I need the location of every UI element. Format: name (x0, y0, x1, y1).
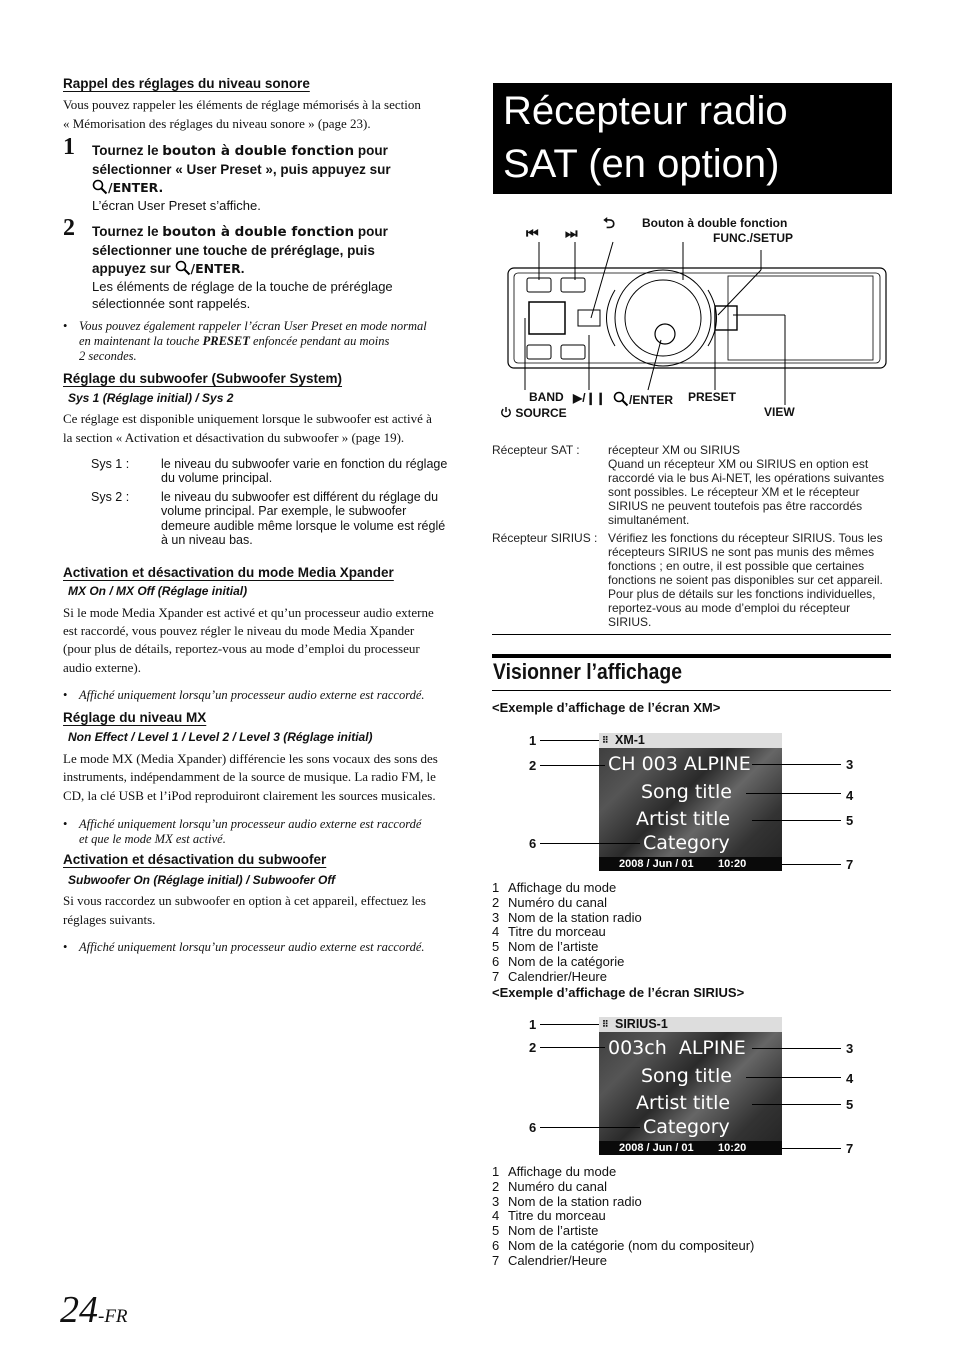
callout-number: 3 (846, 757, 854, 772)
spec-text: Pour plus de détails sur les fonctions individuelles, (608, 587, 876, 601)
song-text: Song title (641, 1065, 732, 1087)
datetime-bar: 2008 / Jun / 01 10:20 (599, 857, 782, 871)
section-title-mx-level: Réglage du niveau MX (63, 710, 207, 725)
callout-number: 6 (529, 1120, 537, 1135)
step-text (92, 259, 245, 278)
label-play-pause: ▶/❙❙ (573, 391, 606, 405)
legend-text: Nom de l’artiste (508, 939, 599, 955)
bullet: • (63, 817, 68, 831)
spec-label: Récepteur SAT : (492, 443, 580, 457)
label-enter (613, 391, 673, 407)
page-number-suffix: -FR (98, 1306, 128, 1327)
return-icon: ⮌ (603, 215, 616, 232)
step-text (92, 222, 388, 242)
label-preset: PRESET (688, 390, 737, 404)
legend-text: Nom de la catégorie (nom du compositeur) (508, 1237, 755, 1253)
section-title-media-xpander: Activation et désactivation du mode Media Xpander (63, 565, 394, 580)
legend-item (492, 1254, 754, 1269)
note-part: en maintenant la touche (79, 334, 203, 348)
spec-text: simultanément. (608, 513, 690, 527)
legend-num: 6 (492, 953, 500, 969)
bullet: • (63, 940, 68, 954)
callout-number: 2 (529, 1040, 537, 1055)
spec-text: SIRIUS. (608, 615, 652, 629)
spec-text: Vérifiez les fonctions du récepteur SIRIUS. Tous les (608, 531, 883, 545)
step-text-part: /ENTER (190, 261, 241, 276)
callout-line (782, 1148, 841, 1149)
channel-text: 003ch ALPINE (608, 1037, 746, 1059)
artist-text: Artist title (636, 808, 731, 830)
label-source (500, 406, 567, 420)
category-text: Category (643, 832, 730, 854)
note-line: 2 secondes. (79, 349, 137, 363)
datetime-bar: 2008 / Jun / 01 10:20 (599, 1141, 782, 1155)
option-label: Sys 1 : (91, 457, 130, 471)
note (63, 319, 463, 364)
power-icon (500, 406, 512, 418)
spec-text: récepteur XM ou SIRIUS (608, 443, 741, 457)
legend-text: Nom de l’artiste (508, 1223, 599, 1239)
step-text-part: pour (354, 143, 388, 158)
option-desc: du volume principal. (161, 471, 273, 485)
bullet: • (63, 688, 68, 702)
callout-number: 6 (529, 836, 537, 851)
callout-number: 3 (846, 1041, 854, 1056)
legend-item (492, 1224, 754, 1239)
callout-number: 5 (846, 813, 854, 828)
note-line: Affiché uniquement lorsqu’un processeur audio externe est raccordé. (79, 940, 425, 954)
legend-item (492, 1165, 754, 1180)
channel-text: CH 003 ALPINE (608, 753, 751, 775)
legend-text: Nom de la station radio (508, 1193, 642, 1209)
option-desc: le niveau du subwoofer est différent du réglage du (161, 490, 439, 504)
skip-forward-icon: ⏭ (565, 225, 578, 241)
spec-text: fonctions ; en outre, il est possible que certaines (608, 559, 865, 573)
spec-text: SIRIUS ne peuvent toutefois pas être raccordés (608, 499, 863, 513)
front-panel-diagram (493, 210, 893, 425)
mode-bar (599, 1017, 782, 1032)
callout-line (752, 764, 841, 765)
legend-num: 4 (492, 1208, 500, 1224)
note-line: Affiché uniquement lorsqu’un processeur audio externe est raccordé. (79, 688, 425, 702)
callout-number: 7 (846, 857, 854, 872)
step-text-emph: bouton à double fonction (162, 143, 355, 159)
callout-number: 4 (846, 788, 854, 803)
callout-line (540, 740, 599, 741)
note-line: et que le mode MX est activé. (79, 832, 226, 846)
legend-num: 1 (492, 880, 500, 895)
mode-bar (599, 733, 782, 748)
spec-text: Quand un récepteur XM ou SIRIUS en option est (608, 457, 869, 471)
legend-text: Affichage du mode (508, 1164, 617, 1179)
chapter-title-line: Récepteur radio (503, 89, 788, 133)
callout-line (746, 793, 841, 794)
step-text-part: Tournez le (92, 224, 163, 239)
legend-item (492, 1195, 754, 1210)
paragraph: instruments, indépendamment de la source de musique. La radio FM, le (63, 769, 436, 784)
callout-number: 4 (846, 1071, 854, 1086)
legend-item (492, 1180, 754, 1195)
xm-display-screen (599, 733, 782, 871)
legend-item (492, 940, 642, 955)
search-icon (92, 179, 108, 195)
callout-line (540, 843, 640, 844)
option-desc: volume principal. Par exemple, le subwoofer (161, 504, 407, 518)
paragraph: la section « Activation et désactivation du subwoofer » (page 19). (63, 430, 405, 445)
sirius-display-screen (599, 1017, 782, 1155)
legend-num: 2 (492, 1178, 500, 1194)
legend-text: Titre du morceau (508, 924, 606, 940)
example-heading-xm: <Exemple d’affichage de l’écran XM> (492, 700, 721, 715)
legend-item (492, 896, 642, 911)
divider (492, 690, 891, 691)
legend-item (492, 970, 642, 985)
legend-text: Calendrier/Heure (508, 968, 607, 984)
note-emph: PRESET (202, 334, 250, 348)
mode-text: XM-1 (615, 733, 645, 747)
signal-icon: ⠿ (602, 1019, 609, 1029)
setting-options: Sys 1 (Réglage initial) / Sys 2 (68, 391, 234, 405)
legend-num: 5 (492, 939, 500, 955)
callout-number: 5 (846, 1097, 854, 1112)
spec-text: sont possibles. Le récepteur XM et le récepteur (608, 485, 860, 499)
legend-num: 2 (492, 894, 500, 910)
search-icon (613, 391, 629, 407)
step-number: 2 (63, 215, 75, 241)
legend-item (492, 881, 642, 896)
callout-line (752, 820, 841, 821)
category-text: Category (643, 1116, 730, 1138)
step-text-part: appuyez sur (92, 261, 175, 276)
divider (492, 634, 891, 635)
spec-text: reportez-vous au mode d’emploi du récepteur (608, 601, 851, 615)
legend-text: Affichage du mode (508, 880, 617, 895)
paragraph: CD, la clé USB et l’iPod reproduiront clairement les sources musicales. (63, 788, 436, 803)
paragraph: Vous pouvez rappeler les éléments de réglage mémorisés à la section (63, 97, 421, 112)
note-line (79, 334, 463, 349)
step-text-emph: bouton à double fonction (162, 224, 355, 240)
note (63, 940, 425, 955)
signal-icon: ⠿ (602, 735, 609, 745)
setting-options: MX On / MX Off (Réglage initial) (68, 584, 248, 598)
legend-num: 1 (492, 1164, 500, 1179)
section-heading-display: Visionner l’affichage (493, 659, 683, 684)
paragraph: réglages suivants. (63, 912, 156, 927)
legend-num: 5 (492, 1223, 500, 1239)
option-desc: à un niveau bas. (161, 533, 253, 547)
legend-num: 7 (492, 968, 500, 984)
callout-line (752, 1104, 841, 1105)
legend-text: Titre du morceau (508, 1208, 606, 1224)
legend-num: 3 (492, 909, 500, 925)
step-text-part: Tournez le (92, 143, 163, 158)
callout-line (782, 864, 841, 865)
step-text: sélectionner une touche de préréglage, puis (92, 243, 375, 258)
label-enter-text: /ENTER (629, 393, 674, 407)
callout-line (752, 1048, 841, 1049)
xm-legend (492, 881, 642, 985)
step-result: L’écran User Preset s’affiche. (92, 198, 261, 213)
paragraph: est raccordé, vous pouvez régler le niveau du mode Media Xpander (63, 623, 415, 638)
bullet: • (63, 319, 68, 333)
step-text (92, 178, 163, 197)
callout-line (540, 1047, 605, 1048)
divider-thick (492, 654, 891, 658)
step-number: 1 (63, 134, 75, 160)
option-desc: demeure audible même lorsque le volume est réglé (161, 519, 446, 533)
page-number-value: 24 (60, 1289, 98, 1331)
callout-number: 1 (529, 733, 537, 748)
sirius-legend (492, 1165, 754, 1269)
paragraph: Le mode MX (Media Xpander) différencie les sons vocaux des sons des (63, 751, 438, 766)
paragraph: (pour plus de détails, reportez-vous au mode d’emploi du processeur (63, 641, 420, 656)
step-text-part: pour (354, 224, 388, 239)
step-result: sélectionnée sont rappelés. (92, 296, 251, 311)
note-line: Vous pouvez également rappeler l’écran User Preset en mode normal (79, 319, 427, 333)
legend-text: Calendrier/Heure (508, 1252, 607, 1268)
option-desc: le niveau du subwoofer varie en fonction du réglage (161, 457, 448, 471)
step-text (92, 141, 388, 161)
label-dual-function-knob: Bouton à double fonction (642, 216, 788, 230)
paragraph: audio externe). (63, 660, 141, 675)
chapter-banner (493, 83, 892, 194)
paragraph: Si le mode Media Xpander est activé et qu’un processeur audio externe (63, 605, 434, 620)
legend-num: 3 (492, 1193, 500, 1209)
step-text-part: . (240, 261, 245, 276)
legend-item (492, 1239, 754, 1254)
legend-text: Nom de la station radio (508, 909, 642, 925)
label-view: VIEW (764, 405, 795, 419)
callout-number: 2 (529, 758, 537, 773)
note (63, 688, 425, 703)
callout-line (540, 1127, 640, 1128)
spec-text: fonctions ne soient pas disponibles sur cet appareil. (608, 573, 883, 587)
step-text: sélectionner « User Preset », puis appuyez sur (92, 162, 391, 177)
spec-text: raccordé via le bus Ai-NET, les opérations suivantes (608, 471, 885, 485)
setting-options: Subwoofer On (Réglage initial) / Subwoofer Off (68, 873, 336, 887)
step-text-part: /ENTER. (108, 180, 164, 195)
callout-line (746, 1077, 841, 1078)
example-heading-sirius: <Exemple d’affichage de l’écran SIRIUS> (492, 985, 745, 1000)
song-text: Song title (641, 781, 732, 803)
legend-text: Nom de la catégorie (508, 953, 625, 969)
callout-number: 7 (846, 1141, 854, 1156)
label-source-text: SOURCE (515, 406, 567, 420)
option-label: Sys 2 : (91, 490, 130, 504)
callout-line (540, 1024, 599, 1025)
mode-text: SIRIUS-1 (615, 1017, 668, 1031)
step-result: Les éléments de réglage de la touche de préréglage (92, 279, 393, 294)
callout-line (540, 765, 605, 766)
spec-text: récepteurs SIRIUS ne sont pas munis des mêmes (608, 545, 875, 559)
section-title-subwoofer-toggle: Activation et désactivation du subwoofer (63, 852, 327, 867)
spec-label: Récepteur SIRIUS : (492, 531, 598, 545)
page-number (60, 1288, 128, 1332)
search-icon (175, 260, 191, 276)
legend-item (492, 1209, 754, 1224)
legend-num: 7 (492, 1252, 500, 1268)
legend-item (492, 955, 642, 970)
note-line: Affiché uniquement lorsqu’un processeur audio externe est raccordé (79, 817, 422, 831)
note (63, 817, 421, 847)
legend-num: 4 (492, 924, 500, 940)
paragraph: Si vous raccordez un subwoofer en option à cet appareil, effectuez les (63, 893, 426, 908)
section-title-subwoofer-system: Réglage du subwoofer (Subwoofer System) (63, 371, 343, 386)
section-title-sound-recall: Rappel des réglages du niveau sonore (63, 76, 310, 91)
paragraph: « Mémorisation des réglages du niveau sonore » (page 23). (63, 116, 371, 131)
legend-item (492, 925, 642, 940)
legend-text: Numéro du canal (508, 894, 607, 910)
legend-text: Numéro du canal (508, 1178, 607, 1194)
chapter-title-line: SAT (en option) (503, 142, 780, 186)
legend-item (492, 911, 642, 926)
label-func-setup: FUNC./SETUP (713, 231, 794, 245)
note-part: enfoncée pendant au moins (249, 334, 390, 348)
artist-text: Artist title (636, 1092, 731, 1114)
callout-number: 1 (529, 1017, 537, 1032)
legend-num: 6 (492, 1237, 500, 1253)
skip-back-icon: ⏮ (526, 225, 539, 241)
label-band: BAND (529, 390, 564, 404)
setting-options: Non Effect / Level 1 / Level 2 / Level 3 (Réglage initial) (68, 730, 373, 744)
paragraph: Ce réglage est disponible uniquement lorsque le subwoofer est activé à (63, 411, 432, 426)
